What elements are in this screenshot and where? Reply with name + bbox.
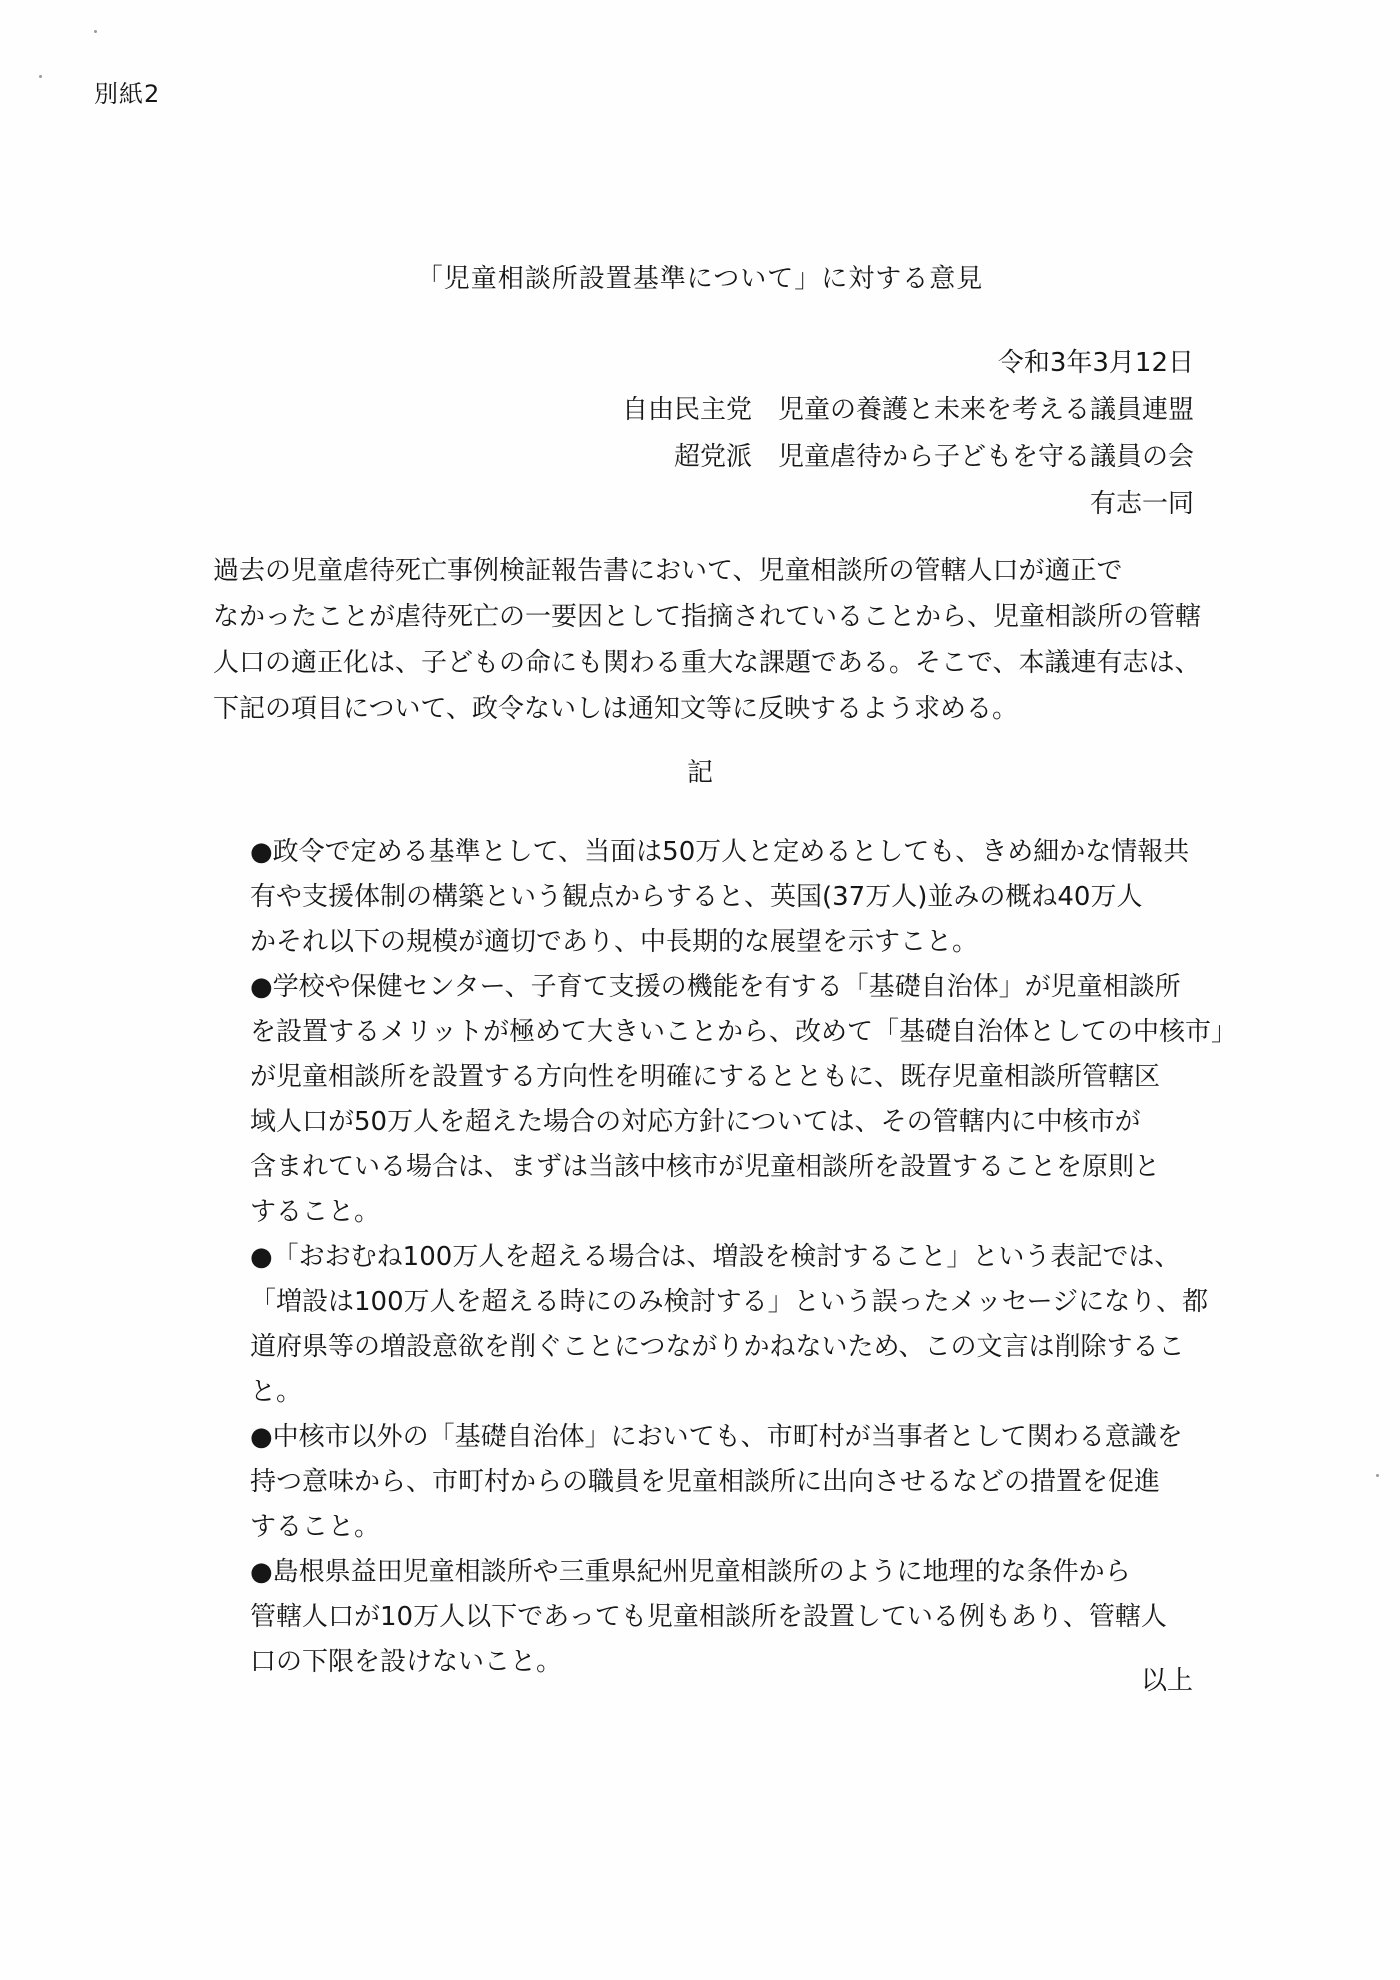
request-items bbox=[250, 830, 1237, 1685]
item-line: 持つ意味から、市町村からの職員を児童相談所に出向させるなどの措置を促進 bbox=[250, 1467, 1161, 1497]
item-line: ●学校や保健センター、子育て支援の機能を有する「基礎自治体」が児童相談所 bbox=[250, 972, 1181, 1002]
item-line: 有や支援体制の構築という観点からすると、英国(37万人)並みの概ね40万人 bbox=[250, 882, 1143, 912]
scan-speck bbox=[94, 30, 97, 33]
intro-line: 人口の適正化は、子どもの命にも関わる重大な課題である。そこで、本議連有志は、 bbox=[213, 648, 1201, 678]
item-line: が児童相談所を設置する方向性を明確にするとともに、既存児童相談所管轄区 bbox=[250, 1062, 1161, 1092]
document-date: 令和3年3月12日 bbox=[997, 348, 1194, 378]
signatory-line: 超党派 児童虐待から子どもを守る議員の会 bbox=[673, 442, 1194, 472]
item-line: 道府県等の増設意欲を削ぐことにつながりかねないため、この文言は削除するこ bbox=[250, 1332, 1185, 1362]
item-line: 口の下限を設けないこと。 bbox=[250, 1647, 563, 1677]
closing-mark: 以上 bbox=[1140, 1666, 1193, 1696]
item-line: と。 bbox=[250, 1377, 303, 1407]
item-line: ●「おおむね100万人を超える場合は、増設を検討すること」という表記では、 bbox=[250, 1242, 1181, 1272]
scan-speck bbox=[1376, 1474, 1379, 1477]
item-line: かそれ以下の規模が適切であり、中長期的な展望を示すこと。 bbox=[250, 927, 979, 957]
document-title: 「児童相談所設置基準について」に対する意見 bbox=[416, 264, 984, 294]
attachment-label: 別紙2 bbox=[94, 80, 161, 108]
signatory-line: 自由民主党 児童の養護と未来を考える議員連盟 bbox=[621, 395, 1194, 425]
item-line: すること。 bbox=[250, 1197, 381, 1227]
item-line: 「増設は100万人を超える時にのみ検討する」という誤ったメッセージになり、都 bbox=[250, 1287, 1209, 1317]
item-line: ●島根県益田児童相談所や三重県紀州児童相談所のように地理的な条件から bbox=[250, 1557, 1131, 1587]
item-line: 含まれている場合は、まずは当該中核市が児童相談所を設置することを原則と bbox=[250, 1152, 1161, 1182]
item-line: ●政令で定める基準として、当面は50万人と定めるとしても、きめ細かな情報共 bbox=[250, 837, 1190, 867]
intro-paragraph bbox=[213, 548, 1203, 732]
signatory-line: 有志一同 bbox=[1089, 489, 1194, 519]
item-line: ●中核市以外の「基礎自治体」においても、市町村が当事者として関わる意識を bbox=[250, 1422, 1183, 1452]
item-line: 域人口が50万人を超えた場合の対応方針については、その管轄内に中核市が bbox=[250, 1107, 1141, 1137]
item-line: 管轄人口が10万人以下であっても児童相談所を設置している例もあり、管轄人 bbox=[250, 1602, 1167, 1632]
item-line: すること。 bbox=[250, 1512, 381, 1542]
intro-line: 下記の項目について、政令ないしは通知文等に反映するよう求める。 bbox=[213, 694, 1018, 724]
ki-heading: 記 bbox=[686, 758, 713, 788]
intro-line: なかったことが虐待死亡の一要因として指摘されていることから、児童相談所の管轄 bbox=[213, 602, 1202, 632]
item-line: を設置するメリットが極めて大きいことから、改めて「基礎自治体としての中核市」 bbox=[250, 1017, 1237, 1047]
document-meta bbox=[622, 340, 1194, 528]
intro-line: 過去の児童虐待死亡事例検証報告書において、児童相談所の管轄人口が適正で bbox=[213, 556, 1123, 586]
scan-speck bbox=[39, 75, 42, 78]
